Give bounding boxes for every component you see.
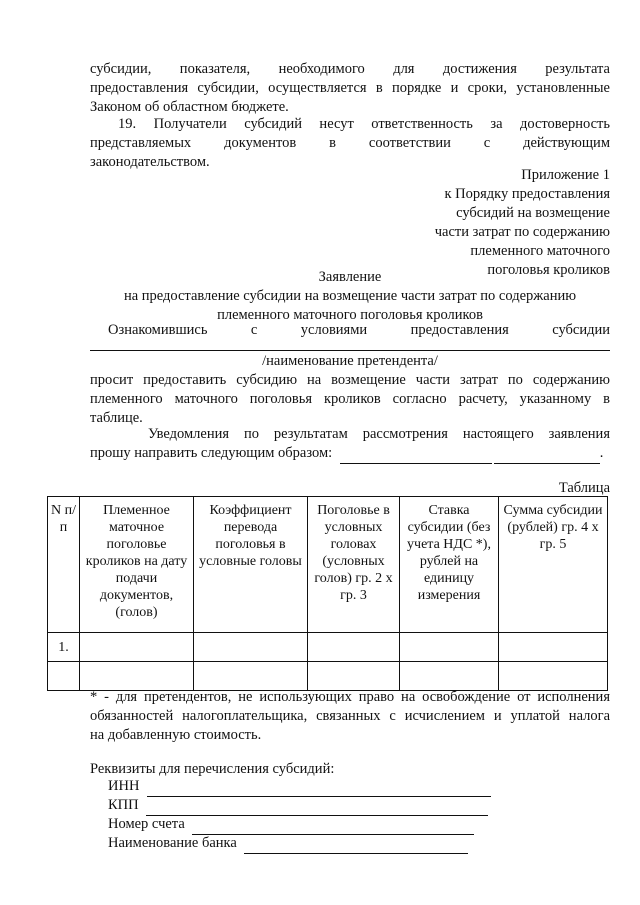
table-header-cell: Ставка субсидии (без учета НДС *), рублей на единицу измерения — [400, 497, 499, 633]
table-cell[interactable] — [80, 633, 194, 662]
inn-label: ИНН — [108, 778, 140, 794]
footnote-line: обязанностей налогоплательщика, связанных с исчислением и уплатой налога — [90, 708, 610, 724]
table-cell[interactable] — [48, 662, 80, 691]
kpp-label: КПП — [108, 797, 139, 813]
table-cell[interactable] — [308, 662, 400, 691]
kpp-field-2[interactable] — [223, 796, 488, 816]
kpp-field[interactable] — [146, 796, 223, 816]
notice-method-field[interactable] — [340, 444, 492, 464]
intro-line: Ознакомившись с условиями предоставления субсидии — [108, 322, 610, 338]
appendix-line: поголовья кроликов — [487, 262, 610, 278]
table-cell[interactable] — [194, 633, 308, 662]
paragraph-line: 19. Получатели субсидий несут ответственность за достоверность — [118, 116, 610, 132]
table-header-cell: Коэффициент перевода поголовья в условные головы — [194, 497, 308, 633]
table-header-cell: Племенное маточное поголовье кроликов на дату подачи документов, (голов) — [80, 497, 194, 633]
appendix-line: племенного маточного — [470, 243, 610, 259]
bank-field[interactable] — [244, 834, 468, 854]
footnote-line: на добавленную стоимость. — [90, 727, 262, 743]
paragraph-line: Законом об областном бюджете. — [90, 99, 289, 115]
appendix-line: части затрат по содержанию — [434, 224, 610, 240]
paragraph-top — [90, 60, 610, 117]
account-row — [108, 815, 474, 835]
paragraph-line: субсидии, показателя, необходимого для достижения результата — [90, 61, 610, 77]
appendix-line: Приложение 1 — [521, 167, 610, 183]
table-cell[interactable] — [400, 662, 499, 691]
appendix-line: к Порядку предоставления — [444, 186, 610, 202]
paragraph-line: законодательством. — [90, 154, 210, 170]
applicant-name-field[interactable] — [90, 350, 610, 351]
table-header-cell: Поголовье в условных головах (условных голов) гр. 2 х гр. 3 — [308, 497, 400, 633]
kpp-row — [108, 796, 488, 816]
intro-line: племенного маточного поголовья кроликов согласно расчету, указанному в — [90, 391, 610, 407]
paragraph-line: предоставления субсидии, осуществляется в порядке и сроки, установленные — [90, 80, 610, 96]
account-field[interactable] — [192, 815, 474, 835]
paragraph-line: представляемых документов в соответствии с действующим — [90, 135, 610, 151]
table-cell[interactable] — [499, 633, 608, 662]
intro-line: таблице. — [90, 410, 143, 426]
table-cell[interactable] — [80, 662, 194, 691]
applicant-name-caption: /наименование претендента/ — [262, 353, 438, 369]
table-row — [48, 662, 608, 691]
intro-request — [90, 371, 610, 428]
footnote-line: * - для претендентов, не использующих право на освобождение от исполнения — [90, 689, 610, 705]
notice-line: Уведомления по результатам рассмотрения настоящего заявления — [148, 426, 610, 442]
table-header-row — [48, 497, 608, 633]
table-cell[interactable] — [194, 662, 308, 691]
intro-paragraph — [90, 321, 610, 340]
table-row — [48, 633, 608, 662]
intro-line: просит предоставить субсидию на возмещение части затрат по содержанию — [90, 372, 610, 388]
title-sub: на предоставление субсидии на возмещение части затрат по содержанию — [123, 288, 577, 304]
document-title — [90, 268, 610, 325]
title-main: Заявление — [318, 269, 382, 285]
appendix-line: субсидий на возмещение — [456, 205, 610, 221]
notice-method-field-2[interactable] — [494, 444, 600, 464]
table-header-cell: N п/п — [48, 497, 80, 633]
table-cell: 1. — [48, 633, 80, 662]
notice-paragraph: Уведомления по результатам рассмотрения настоящего заявления прошу направить следующим образом: . — [90, 425, 610, 464]
footnote — [90, 688, 610, 745]
table-header-cell: Сумма субсидии (рублей) гр. 4 х гр. 5 — [499, 497, 608, 633]
subsidy-table — [47, 496, 608, 691]
bank-label: Наименование банка — [108, 835, 237, 851]
table-cell[interactable] — [499, 662, 608, 691]
requisites-title: Реквизиты для перечисления субсидий: — [90, 761, 335, 777]
table-cell[interactable] — [400, 633, 499, 662]
inn-field[interactable] — [147, 777, 491, 797]
notice-line: прошу направить следующим образом: — [90, 445, 333, 461]
appendix-header — [435, 166, 610, 280]
table-cell[interactable] — [308, 633, 400, 662]
bank-row — [108, 834, 468, 854]
inn-row — [108, 777, 491, 797]
table-caption: Таблица — [558, 480, 610, 496]
title-sub: племенного маточного поголовья кроликов — [217, 307, 483, 323]
account-label: Номер счета — [108, 816, 185, 832]
paragraph-19 — [90, 115, 610, 172]
